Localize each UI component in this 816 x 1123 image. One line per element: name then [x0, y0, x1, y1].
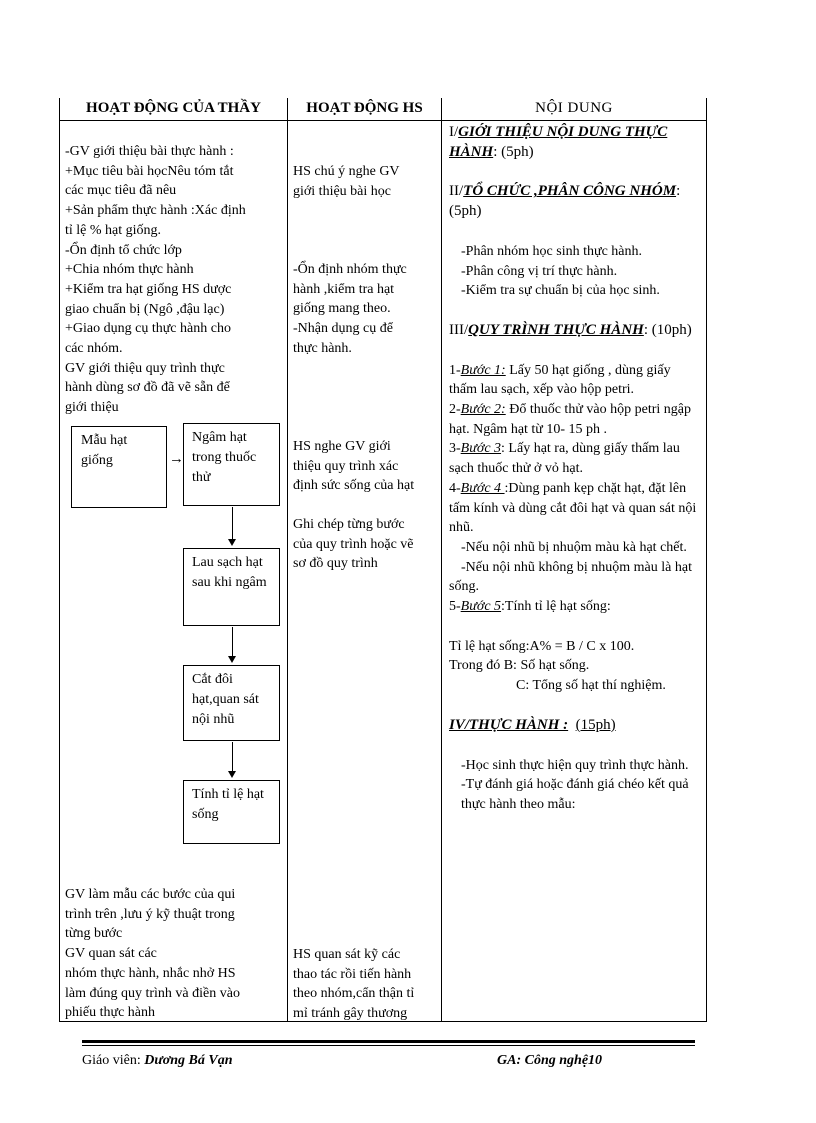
- student-line: thiệu quy trình xác: [293, 458, 399, 474]
- teacher-line: +Giao dụng cụ thực hành cho: [65, 321, 231, 337]
- formula: Tỉ lệ hạt sống:A% = B / C x 100.: [449, 638, 635, 654]
- teacher-line: tỉ lệ % hạt giống.: [65, 222, 162, 238]
- teacher-line: nhóm thực hành, nhắc nhở HS: [65, 965, 236, 981]
- header-student: HOẠT ĐỘNG HS: [306, 100, 423, 116]
- flow-box-rate: Tính tỉ lệ hạt sống: [183, 780, 280, 844]
- step-4-dead: -Nếu nội nhũ bị nhuộm màu kà hạt chết.: [461, 539, 687, 555]
- step-3: 3-Bước 3: Lấy hạt ra, dùng giấy thấm lau sạch thuốc thử ở vỏ hạt.: [449, 441, 680, 477]
- teacher-line: +Kiểm tra hạt giống HS dược: [65, 281, 232, 297]
- footer-rule-thick: [82, 1040, 695, 1043]
- table-border-right: [706, 98, 707, 1022]
- teacher-line: GV làm mẫu các bước của qui: [65, 887, 236, 902]
- student-line: định sức sống của hạt: [293, 478, 415, 494]
- content-item: -Phân nhóm học sinh thực hành.: [461, 243, 643, 259]
- flow-arrowhead: [228, 539, 236, 546]
- content-item: -Kiểm tra sự chuẩn bị của học sinh.: [461, 283, 660, 299]
- student-block-observe: [293, 945, 439, 1024]
- section-1-heading: I/GIỚI THIỆU NỘI DUNG THỰC HÀNH: (5ph): [449, 124, 668, 160]
- teacher-block-demo: [65, 885, 285, 1023]
- section-1-title: GIỚI THIỆU NỘI DUNG THỰC HÀNH: [449, 124, 668, 160]
- section-3-heading: III/QUY TRÌNH THỰC HÀNH: (10ph): [449, 321, 692, 338]
- footer-rule-thin: [82, 1045, 695, 1046]
- student-line: hành ,kiểm tra hạt: [293, 281, 395, 297]
- section-2-title: TỔ CHỨC ,PHÂN CÔNG NHÓM: [463, 183, 677, 200]
- teacher-line: hành dùng sơ đồ đã vẽ sẵn để: [65, 380, 230, 396]
- section-2-heading: II/TỔ CHỨC ,PHÂN CÔNG NHÓM: (5ph): [449, 183, 681, 220]
- teacher-line: +Mục tiêu bài họcNêu tóm tắt: [65, 163, 234, 179]
- footer-ga: GA: Công nghệ10: [497, 1053, 603, 1068]
- step-2: 2-Bước 2: Đổ thuốc thử vào hộp petri ngập hạt. Ngâm hạt từ 10- 15 ph .: [449, 402, 691, 437]
- student-line: mỉ tránh gây thương: [293, 1006, 408, 1022]
- step-4-alive: -Nếu nội nhũ không bị nhuộm màu là hạt sống.: [449, 559, 692, 595]
- student-line: giống mang theo.: [293, 301, 391, 317]
- flow-box-cut: Cắt đôi hạt,quan sát nội nhũ: [183, 665, 280, 741]
- teacher-line: phiếu thực hành: [65, 1005, 156, 1021]
- flow-box-soak: Ngâm hạt trong thuốc thử: [183, 423, 280, 506]
- teacher-line: các mục tiêu đã nêu: [65, 183, 177, 199]
- student-line: sơ đồ quy trình: [293, 556, 378, 572]
- student-line: Ghi chép từng bước: [293, 517, 405, 532]
- teacher-line: trình trên ,lưu ý kỹ thuật trong: [65, 906, 235, 922]
- header-rule: [59, 120, 707, 121]
- flow-connector: [232, 742, 233, 772]
- flow-box-wash: Lau sạch hạt sau khi ngâm: [183, 548, 280, 626]
- header-teacher: HOẠT ĐỘNG CỦA THẦY: [86, 100, 261, 116]
- header-content: NỘI DUNG: [535, 100, 613, 116]
- formula-where-c: C: Tổng số hạt thí nghiệm.: [516, 678, 666, 694]
- flow-connector: [232, 507, 233, 540]
- formula-where-b: Trong đó B: Số hạt sống.: [449, 658, 590, 674]
- teacher-line: từng bước: [65, 926, 123, 942]
- content-item: -Học sinh thực hiện quy trình thực hành.: [461, 757, 689, 773]
- table-border-left: [59, 98, 60, 1022]
- flow-arrowhead: [228, 771, 236, 778]
- student-line: thao tác rồi tiến hành: [293, 966, 412, 982]
- teacher-line: -Ổn định tổ chức lớp: [65, 242, 182, 258]
- teacher-block-intro: [65, 142, 285, 418]
- student-block-notes: [293, 515, 439, 574]
- teacher-line: +Sản phẩm thực hành :Xác định: [65, 203, 246, 219]
- step-5: 5-Bước 5:Tính tỉ lệ hạt sống:: [449, 599, 611, 615]
- student-line: thực hành.: [293, 340, 352, 356]
- content-item: -Tự đánh giá hoặc đánh giá chéo kết quả thực hành theo mẫu:: [461, 777, 689, 812]
- student-line: -Ổn định nhóm thực: [293, 262, 407, 277]
- flow-box-seed: Mẫu hạt giống: [71, 426, 167, 508]
- teacher-line: GV quan sát các: [65, 946, 157, 962]
- section-3-title: QUY TRÌNH THỰC HÀNH: [468, 321, 644, 338]
- step-1: 1-Bước 1: Lấy 50 hạt giống , dùng giấy thấm lau sạch, xếp vào hộp petri.: [449, 362, 671, 398]
- student-block-group: [293, 260, 439, 359]
- teacher-line: làm đúng quy trình và điền vào: [65, 985, 240, 1001]
- ga-value: Công nghệ10: [521, 1053, 603, 1068]
- teacher-line: các nhóm.: [65, 341, 123, 357]
- step-4: 4-Bước 4 :Dùng panh kẹp chặt hạt, đặt lên tấm kính và dùng cắt đôi hạt và quan sát nội nhũ.: [449, 480, 697, 536]
- student-line: giới thiệu bài học: [293, 183, 391, 199]
- flow-connector: [232, 627, 233, 657]
- section-4-heading: IV/THỰC HÀNH : (15ph): [449, 716, 616, 733]
- section-4-title: IV/THỰC HÀNH :: [449, 716, 569, 733]
- student-line: HS nghe GV giới: [293, 439, 391, 454]
- teacher-line: -GV giới thiệu bài thực hành :: [65, 144, 234, 159]
- teacher-name: Dương Bá Vạn: [144, 1053, 233, 1068]
- flow-arrowhead: [228, 656, 236, 663]
- student-line: HS chú ý nghe GV: [293, 164, 400, 179]
- student-line: HS quan sát kỹ các: [293, 947, 401, 962]
- teacher-line: GV giới thiệu quy trình thực: [65, 360, 225, 376]
- student-line: của quy trình hoặc vẽ: [293, 536, 414, 552]
- table-divider-2: [441, 98, 442, 1022]
- footer-teacher: Giáo viên: Dương Bá Vạn: [82, 1053, 233, 1068]
- table-divider-1: [287, 98, 288, 1022]
- teacher-line: +Chia nhóm thực hành: [65, 262, 194, 278]
- teacher-line: giới thiệu: [65, 400, 119, 416]
- content-column: [449, 123, 701, 815]
- student-block-process: [293, 437, 439, 496]
- teacher-line: giao chuẩn bị (Ngô ,đậu lạc): [65, 301, 225, 317]
- student-line: theo nhóm,cẩn thận tỉ: [293, 986, 415, 1002]
- flow-arrow-right: →: [169, 451, 184, 467]
- student-line: -Nhận dụng cụ để: [293, 321, 393, 337]
- content-item: -Phân công vị trí thực hành.: [461, 263, 618, 279]
- student-block-listen: [293, 162, 439, 201]
